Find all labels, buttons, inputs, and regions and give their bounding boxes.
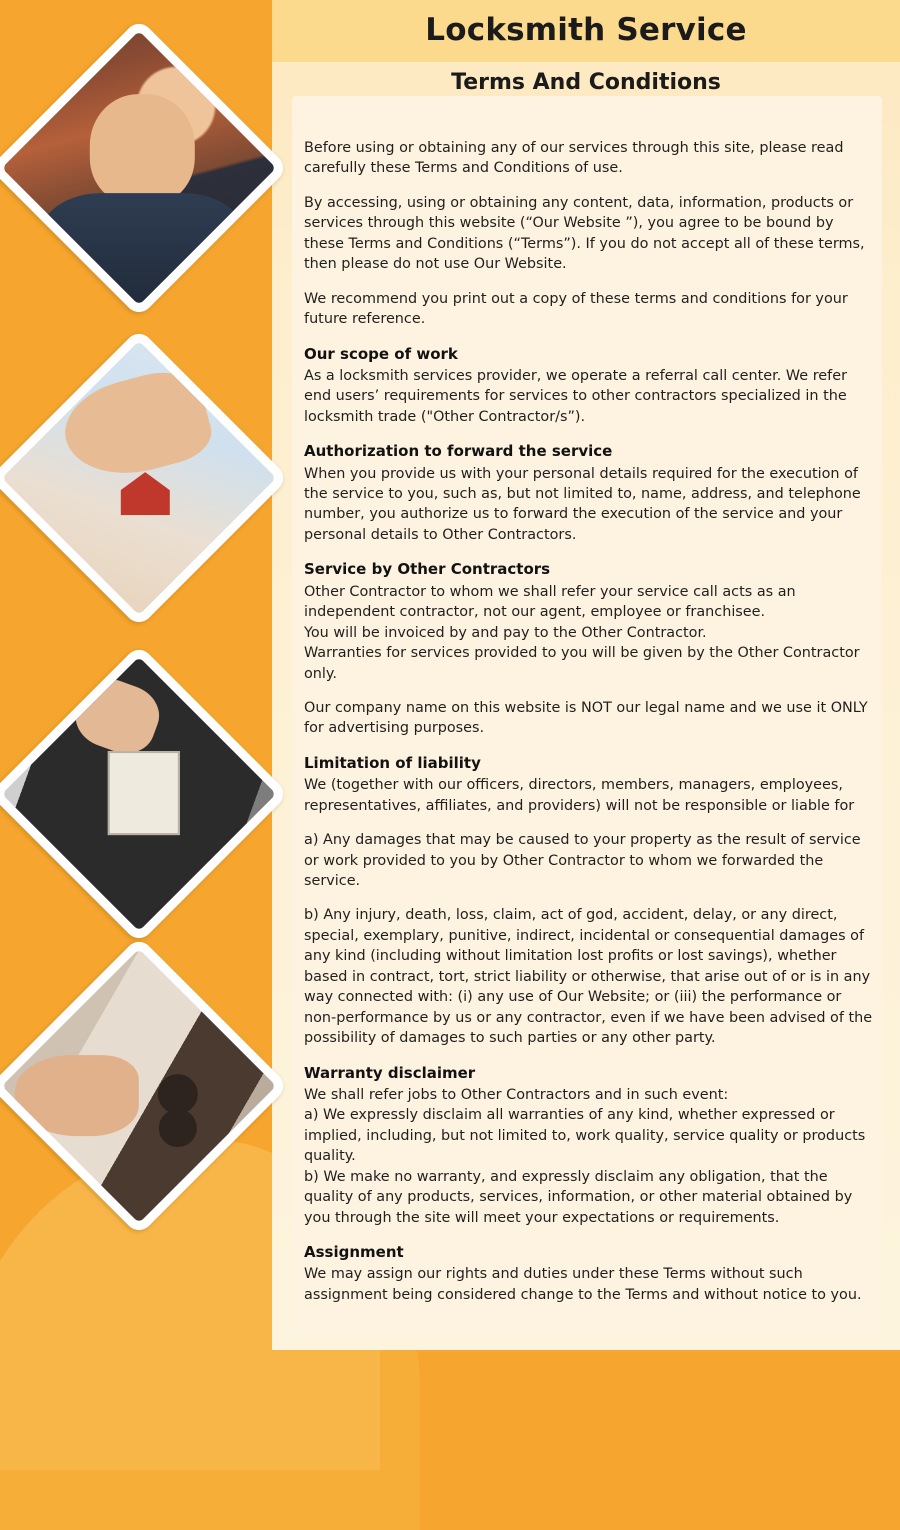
legal-name-note: Our company name on this website is NOT our legal name and we use it ONLY for advertising purposes. (304, 699, 868, 737)
section-paragraph: You will be invoiced by and pay to the Other Contractor. (304, 624, 707, 641)
section-limitation-of-liability (304, 753, 874, 816)
section-service-by-other-contractors (304, 559, 874, 684)
liability-item-b: b) Any injury, death, loss, claim, act of god, accident, delay, or any direct, special, exemplary, punitive, indirect, incidental or consequential damages of any kind (including without limitation lost profits or lost savings), whether based in contract, tort, strict liability or otherwise, that arise out of or is in any way connected with: (i) any use of Our Website; or (iii) the performance or non-performance by us or any contractor, even if we have been advised of the possibility of damages to such parties or any other party. (304, 907, 873, 1047)
intro-paragraph-2: By accessing, using or obtaining any content, data, information, products or services through this website (“Our Website ”), you agree to be bound by these Terms and Conditions (“Terms”). If you do not accept all of these terms, then please do not use Our Website. (304, 194, 865, 273)
hand-on-door-lock-photo (0, 936, 289, 1236)
locksmith-with-car-key-photo (0, 18, 289, 318)
liability-item-a: a) Any damages that may be caused to your property as the result of service or work provided to you by Other Contractor to whom we forwarded the service. (304, 832, 861, 889)
section-heading: Authorization to forward the service (304, 442, 613, 461)
warranty-item-a: a) We expressly disclaim all warranties of any kind, whether expressed or implied, including, but not limited to, work quality, service quality or products quality. (304, 1107, 866, 1165)
section-heading: Warranty disclaimer (304, 1063, 476, 1082)
section-warranty-disclaimer (304, 1063, 874, 1228)
section-heading: Our scope of work (304, 344, 458, 363)
door-lock-installation-photo (0, 644, 289, 944)
section-heading: Assignment (304, 1243, 404, 1262)
intro-paragraph-1: Before using or obtaining any of our services through this site, please read carefully these Terms and Conditions of use. (304, 140, 844, 177)
warranty-lead: We shall refer jobs to Other Contractors and in such event: (304, 1086, 729, 1103)
section-paragraph: Other Contractor to whom we shall refer your service call acts as an independent contractor, not our agent, employee or franchisee. (304, 583, 796, 621)
photo-column (0, 0, 272, 1350)
section-paragraph: As a locksmith services provider, we operate a referral call center. We refer end users’ requirements for services to other contractors specialized in the locksmith trade ("Other Contractor/s”). (304, 367, 847, 425)
page-title: Locksmith Service (425, 12, 747, 48)
assignment-paragraph: We may assign our rights and duties under these Terms without such assignment being considered change to the Terms and without notice to you. (304, 1266, 862, 1303)
section-heading: Service by Other Contractors (304, 560, 551, 579)
warranty-item-b: b) We make no warranty, and expressly disclaim any obligation, that the quality of any products, services, information, or other material obtained by you through the site will meet your expectations or requirements. (304, 1168, 853, 1226)
section-scope-of-work (304, 344, 874, 428)
section-authorization-to-forward (304, 441, 874, 545)
section-heading: Limitation of liability (304, 753, 481, 772)
section-assignment (304, 1242, 874, 1305)
hand-holding-house-keys-photo (0, 328, 289, 628)
terms-text-card (292, 96, 882, 1336)
liability-lead: We (together with our officers, directors, members, managers, employees, representatives, affiliates, and providers) will not be responsible or liable for (304, 777, 855, 814)
section-paragraph: Warranties for services provided to you will be given by the Other Contractor only. (304, 645, 860, 682)
terms-body (304, 138, 874, 1305)
intro-paragraph-3: We recommend you print out a copy of these terms and conditions for your future reference. (304, 290, 848, 328)
page-subtitle: Terms And Conditions (451, 70, 721, 95)
section-paragraph: When you provide us with your personal details required for the execution of the service to you, such as, but not limited to, name, address, and telephone number, you authorize us to forward the execution of the service and your personal details to Other Contractors. (304, 465, 861, 543)
